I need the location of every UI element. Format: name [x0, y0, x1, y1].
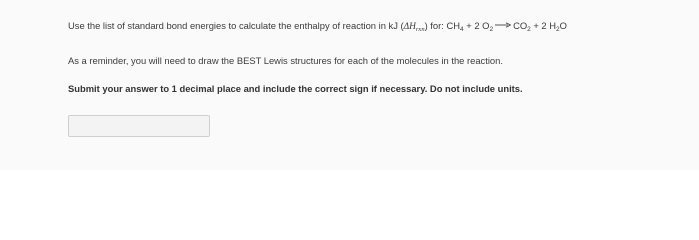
methane-formula: CH [446, 20, 461, 31]
submission-instructions: Submit your answer to 1 decimal place and include the correct sign if necessary. Do not include units. [68, 83, 523, 94]
answer-input[interactable] [69, 117, 209, 137]
delta-h-text: ΔH [403, 22, 416, 32]
oxygen-formula: + 2 O [463, 20, 490, 31]
co2-formula: CO [513, 20, 528, 31]
water-subscript: 2 [556, 26, 560, 33]
rxn-subscript: rxn [415, 26, 425, 33]
oxygen-subscript: 2 [489, 26, 494, 33]
enthalpy-symbol [404, 22, 425, 32]
reaction-arrow-icon [495, 22, 511, 28]
water-oxygen: O [559, 20, 567, 31]
prompt-for-text: ) for: [424, 20, 447, 31]
question-prompt [68, 20, 567, 36]
prompt-text: Use the list of standard bond energies to calculate the enthalpy of reaction in kJ ( [68, 20, 404, 31]
methane-subscript: 4 [460, 26, 464, 33]
lewis-reminder: As a reminder, you will need to draw the BEST Lewis structures for each of the molecules in the reaction. [68, 55, 503, 66]
water-formula: + 2 H [530, 20, 557, 31]
co2-subscript: 2 [527, 26, 531, 33]
reaction-equation [446, 20, 566, 31]
answer-field[interactable] [68, 115, 210, 137]
